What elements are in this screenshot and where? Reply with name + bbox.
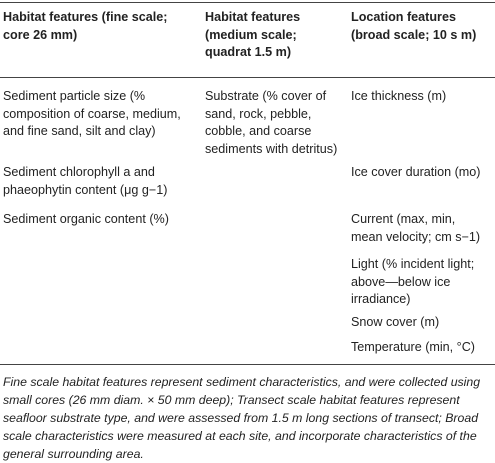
header-broad-scale	[351, 9, 476, 44]
cell-line: Snow cover (m)	[351, 315, 440, 329]
cell-line: above—below ice	[351, 274, 451, 289]
header-medium-scale	[205, 9, 300, 62]
footnote-line: Fine scale habitat features represent sediment characteristics, and were collected using	[3, 375, 481, 389]
cell-line: Ice cover duration (mo)	[351, 165, 481, 179]
cell-sediment-chlorophyll	[3, 164, 167, 199]
header-line: (broad scale; 10 s m)	[351, 27, 477, 42]
cell-ice-cover-duration	[351, 164, 481, 182]
cell-light	[351, 256, 474, 309]
header-fine-scale	[3, 9, 167, 44]
cell-sediment-particle-size	[3, 88, 181, 141]
header-line: (medium scale;	[205, 27, 297, 42]
header-line: core 26 mm)	[3, 27, 78, 42]
cell-current	[351, 211, 480, 246]
cell-snow-cover	[351, 314, 439, 332]
cell-line: Sediment organic content (%)	[3, 212, 169, 226]
cell-line: sand, rock, pebble,	[205, 106, 312, 121]
header-line: Location features	[351, 10, 456, 24]
header-line: Habitat features	[205, 10, 301, 24]
cell-line: cobble, and coarse	[205, 124, 312, 138]
footnote-line: scale characteristics were measured at each site, and incorporate characteristics of the	[3, 429, 477, 443]
cell-line: sediments with detritus)	[205, 141, 338, 156]
top-rule	[0, 2, 495, 3]
footnote-line: seafloor substrate type, and were assessed from 1.5 m long sections of transect; Broad	[3, 411, 479, 425]
cell-line: Substrate (% cover of	[205, 89, 327, 103]
header-line: Habitat features (fine scale;	[3, 10, 168, 24]
cell-ice-thickness	[351, 88, 446, 106]
header-rule	[0, 77, 495, 78]
cell-line: Current (max, min,	[351, 212, 456, 226]
cell-sediment-organic	[3, 211, 169, 229]
cell-substrate	[205, 88, 337, 158]
cell-line: Ice thickness (m)	[351, 89, 447, 103]
bottom-rule	[0, 364, 495, 365]
header-line: quadrat 1.5 m)	[205, 45, 292, 59]
footnote-line: small cores (26 mm diam. × 50 mm deep); Transect scale habitat features represent	[3, 393, 460, 407]
cell-temperature	[351, 339, 475, 357]
cell-line: phaeophytin content (μg g−1)	[3, 182, 168, 197]
footnote-line: general surrounding area.	[3, 447, 144, 461]
cell-line: composition of coarse, medium,	[3, 106, 181, 121]
cell-line: and fine sand, silt and clay)	[3, 124, 156, 138]
table-footnote	[3, 373, 491, 463]
cell-line: Sediment particle size (%	[3, 89, 146, 103]
cell-line: Light (% incident light;	[351, 257, 475, 271]
cell-line: irradiance)	[351, 292, 411, 306]
cell-line: Temperature (min, °C)	[351, 340, 476, 354]
cell-line: Sediment chlorophyll a and	[3, 165, 155, 179]
cell-line: mean velocity; cm s−1)	[351, 229, 481, 244]
